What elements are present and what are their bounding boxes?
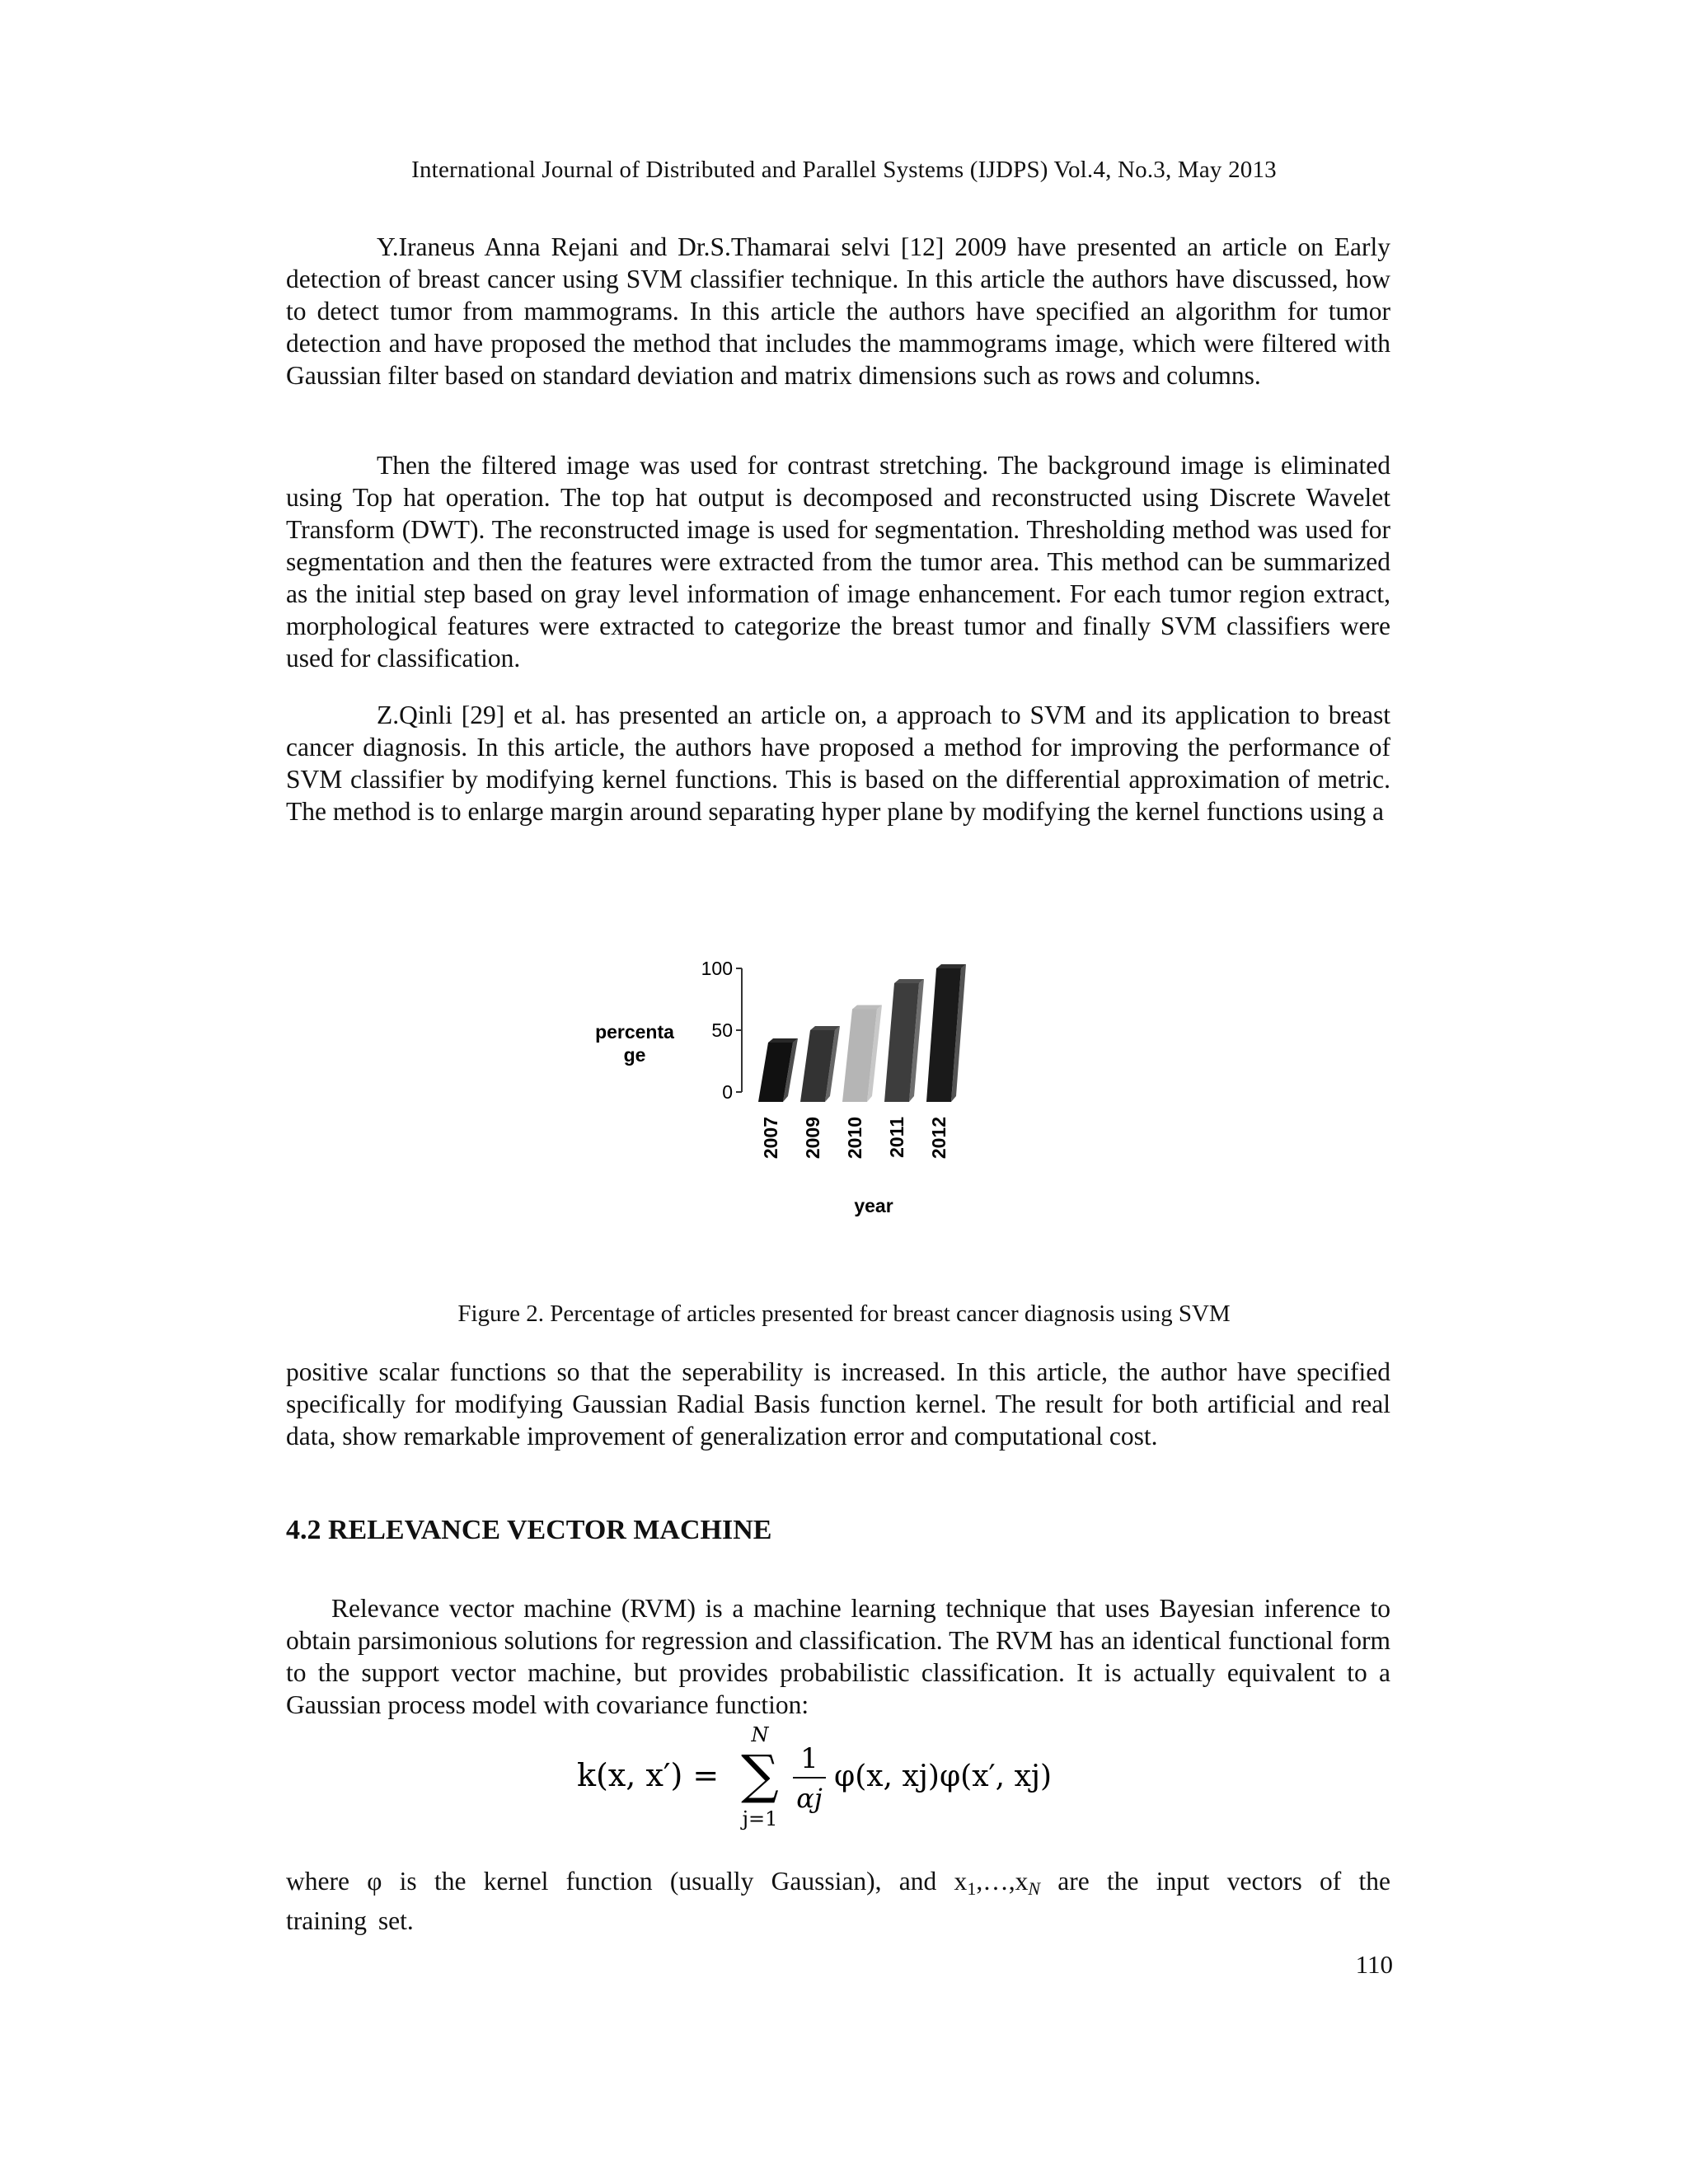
subscript-1: 1 xyxy=(967,1878,977,1899)
bar-2009 xyxy=(800,1026,840,1102)
figure-caption: Figure 2. Percentage of articles presented for breast cancer diagnosis using SVM xyxy=(457,1301,1231,1327)
bar-2010 xyxy=(842,1005,882,1103)
bar-2007 xyxy=(758,1038,798,1102)
y-tick-label: 0 xyxy=(722,1081,733,1103)
bar-top-face xyxy=(768,1038,798,1043)
page-number: 110 xyxy=(1355,1950,1393,1979)
y-axis-label-line-2: ge xyxy=(623,1044,646,1066)
bar-chart-svg xyxy=(569,940,1030,1244)
y-axis-label xyxy=(595,1021,674,1066)
equation-fraction-denominator: αj xyxy=(796,1783,823,1814)
bar-2012 xyxy=(926,964,966,1102)
paragraph-6-text-b: ,…,x xyxy=(976,1867,1029,1896)
bar-top-face xyxy=(894,979,924,983)
x-tick-label: 2009 xyxy=(802,1117,823,1160)
x-tick-label: 2012 xyxy=(928,1117,950,1160)
paragraph-1: Y.Iraneus Anna Rejani and Dr.S.Thamarai selvi [12] 2009 have presented an article on Early detection of breast cancer using SVM classifier technique. In this article the authors have discussed, how to detect tumor from mammograms. In this article the authors have specified an algorithm for tumor detection and have proposed the method that includes the mammograms image, which were filtered with Gaussian filter based on standard deviation and matrix dimensions such as rows and columns. xyxy=(286,232,1390,390)
covariance-equation xyxy=(569,1718,1129,1834)
equation-fraction-numerator: 1 xyxy=(800,1742,818,1775)
paragraph-6-text-c: are the input vectors of the training set. xyxy=(286,1867,1390,1935)
bar-top-face xyxy=(936,964,966,968)
section-heading: 4.2 RELEVANCE VECTOR MACHINE xyxy=(286,1515,772,1545)
summation-symbol: ∑ xyxy=(741,1745,779,1806)
x-tick-label: 2010 xyxy=(844,1117,865,1160)
equation-sum-bottom: j=1 xyxy=(742,1807,778,1830)
x-tick-label: 2011 xyxy=(886,1117,907,1158)
journal-header: International Journal of Distributed and Parallel Systems (IJDPS) Vol.4, No.3, May 2013 xyxy=(411,157,1277,183)
paragraph-5: Relevance vector machine (RVM) is a machine learning technique that uses Bayesian inference to obtain parsimonious solutions for regression and classification. The RVM has an identical functional form to the support vector machine, but provides probabilistic classification. It is actually equivalent to a Gaussian process model with covariance function: xyxy=(286,1594,1390,1719)
y-axis-label-line-1: percenta xyxy=(595,1021,674,1043)
subscript-n: N xyxy=(1028,1878,1040,1899)
bar-top-face xyxy=(852,1005,882,1010)
y-tick-label: 50 xyxy=(711,1019,733,1041)
figure-2-chart xyxy=(569,940,1030,1244)
bar-top-face xyxy=(810,1026,840,1030)
bar-2011 xyxy=(884,979,924,1102)
equation-sum-top: N xyxy=(751,1723,769,1746)
x-axis-label: year xyxy=(854,1195,893,1216)
paragraph-2: Then the filtered image was used for contrast stretching. The background image is eliminated using Top hat operation. The top hat output is decomposed and reconstructed using Discrete Wavelet Transform (DWT). The reconstructed image is used for segmentation. Thresholding method was used for segmentation and then the features were extracted from the tumor area. This method can be summarized as the initial step based on gray level information of image enhancement. For each tumor region extract, morphological features were extracted to categorize the breast tumor and finally SVM classifiers were used for classification. xyxy=(286,451,1390,673)
paragraph-3: Z.Qinli [29] et al. has presented an article on, a approach to SVM and its application to breast cancer diagnosis. In this article, the authors have proposed a method for improving the performance of SVM classifier by modifying kernel functions. This is based on the differential approximation of metric. The method is to enlarge margin around separating hyper plane by modifying the kernel functions using a xyxy=(286,701,1390,826)
paragraph-6-text-a: where φ is the kernel function (usually Gaussian), and x xyxy=(286,1867,968,1896)
equation-svg xyxy=(569,1718,1129,1834)
equation-rhs: φ(x, xj)φ(x′, xj) xyxy=(834,1760,1053,1793)
x-tick-label: 2007 xyxy=(760,1117,781,1160)
equation-lhs: k(x, x′) = xyxy=(577,1757,720,1793)
y-tick-label: 100 xyxy=(701,958,733,979)
paragraph-6 xyxy=(286,1865,1390,1937)
chart-bars xyxy=(758,964,966,1102)
paragraph-4: positive scalar functions so that the seperability is increased. In this article, the author have specified specifically for modifying Gaussian Radial Basis function kernel. The result for both artificial and real data, show remarkable improvement of generalization error and computational cost. xyxy=(286,1357,1390,1451)
chart-axes xyxy=(736,968,742,1092)
